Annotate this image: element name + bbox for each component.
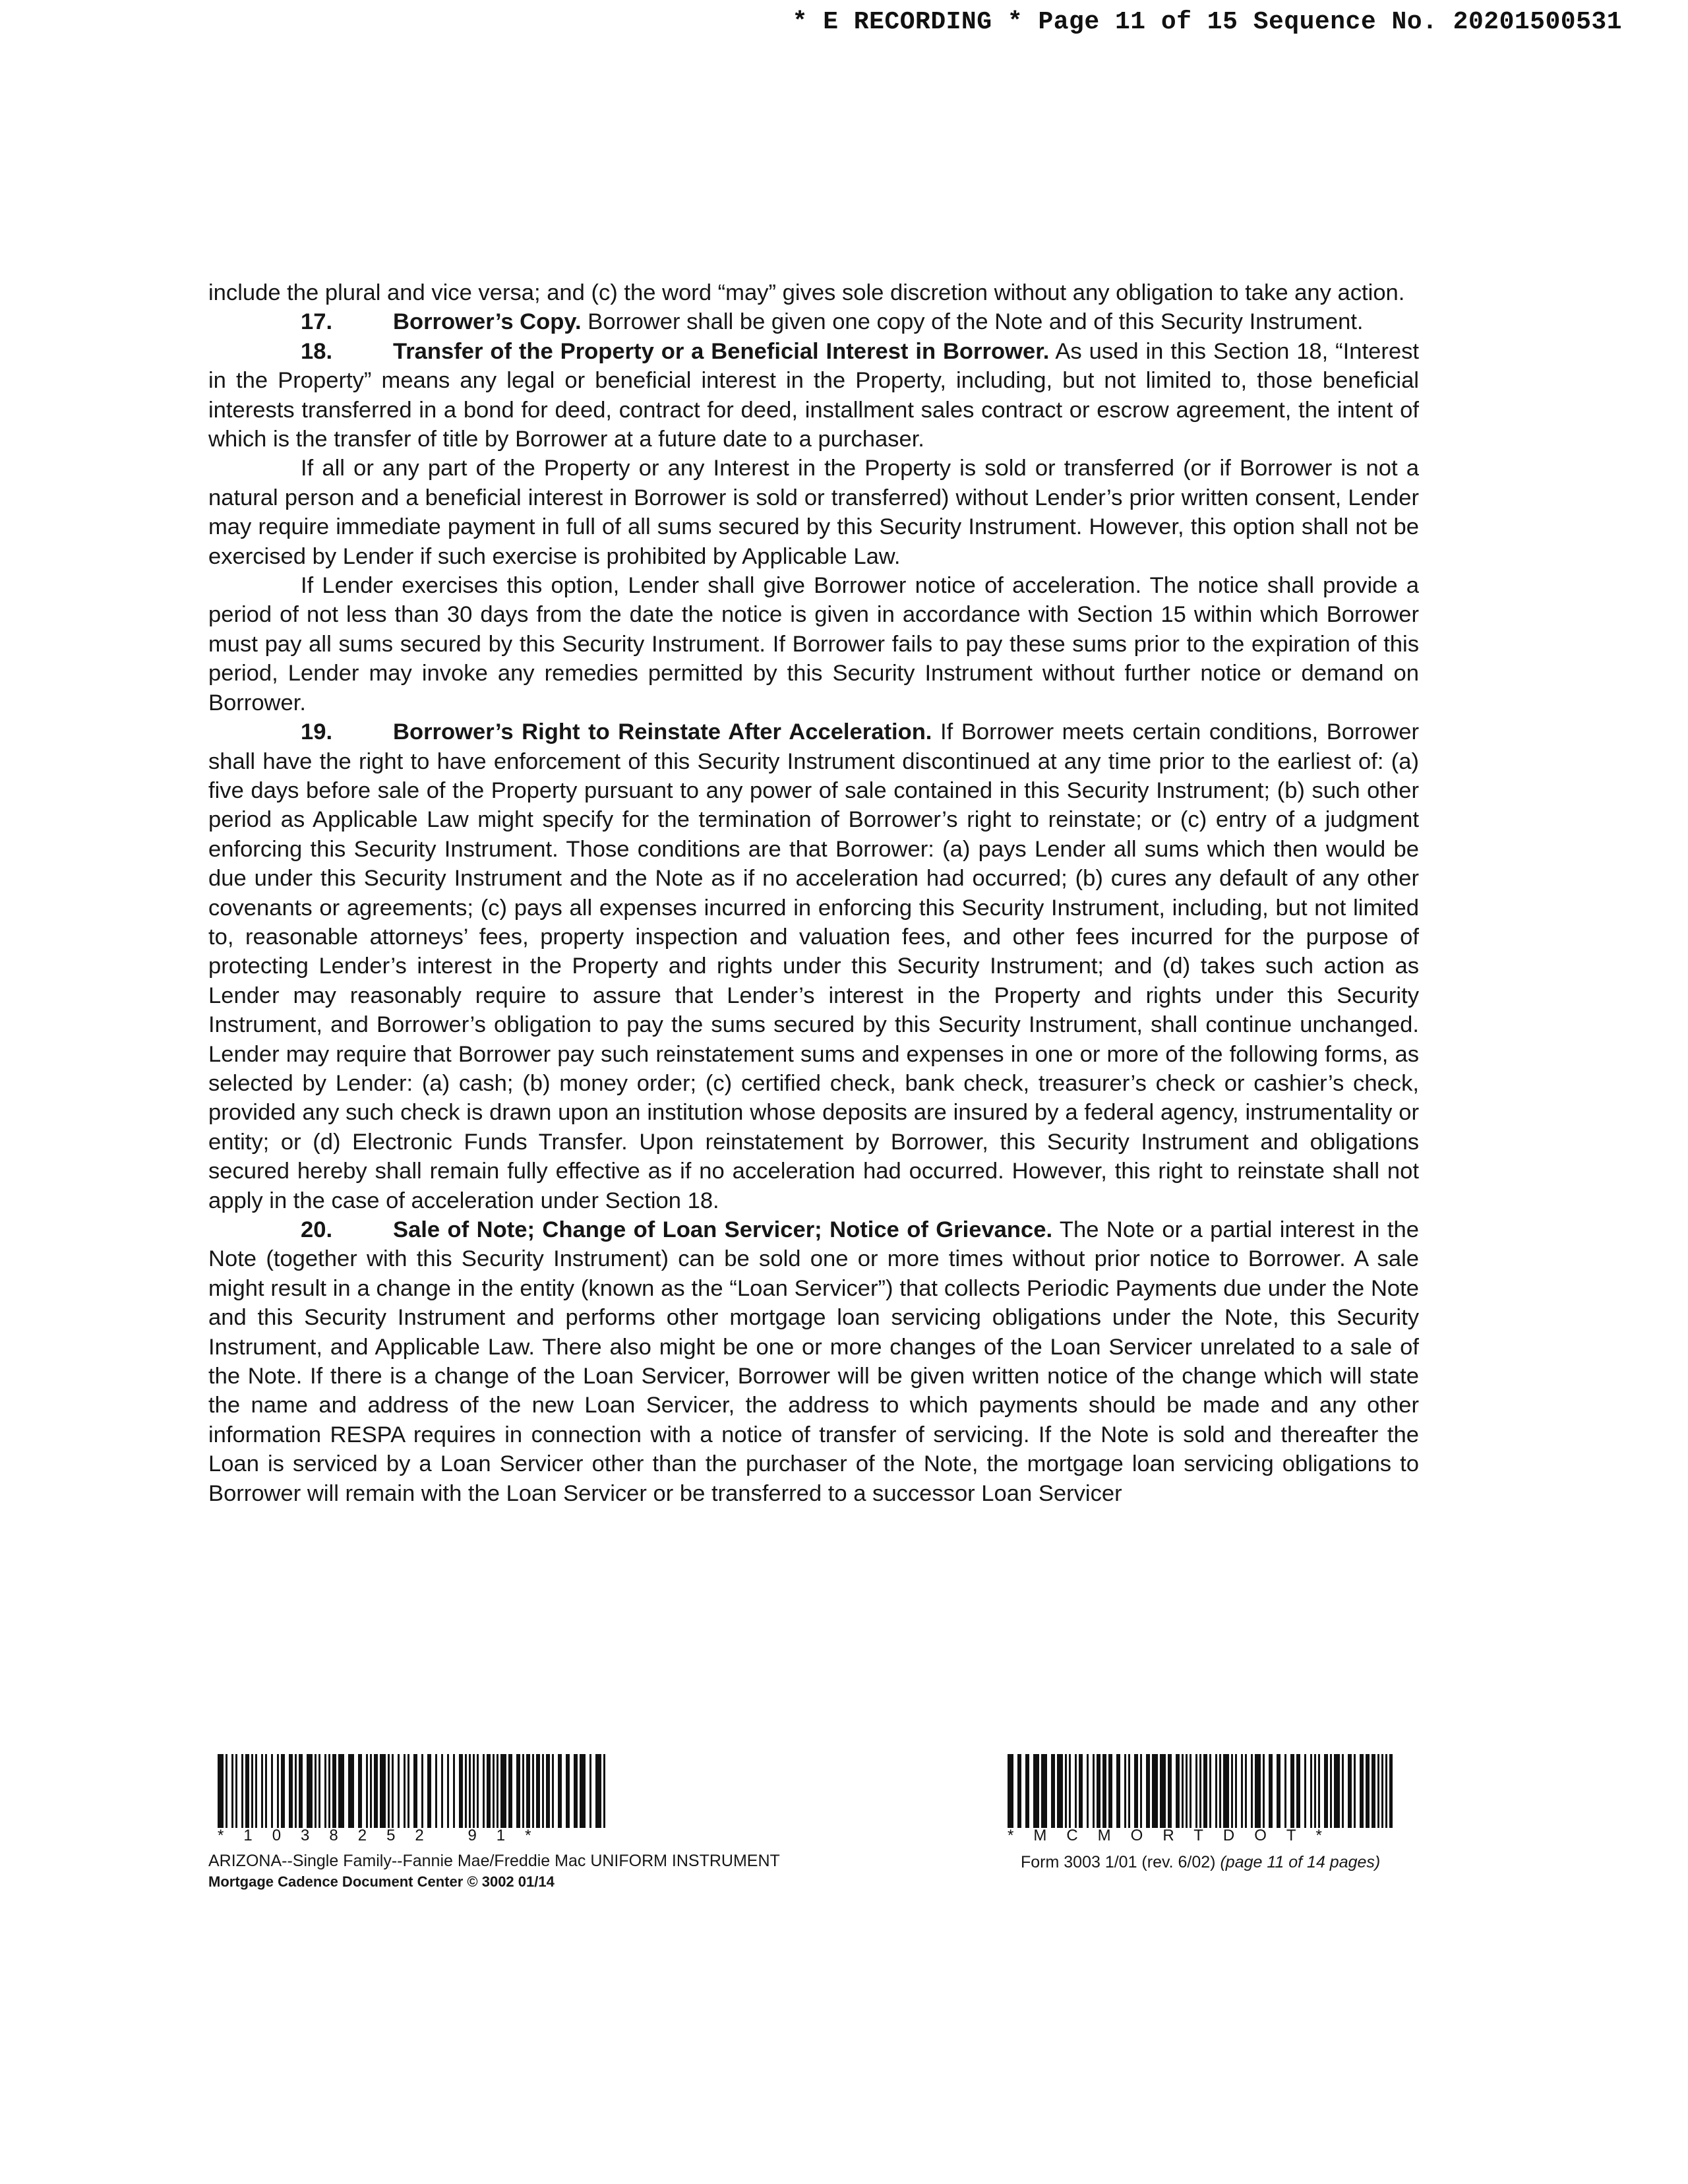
footer-form-info bbox=[208, 1850, 780, 1893]
barcode-right-text: *MCMORTDOT* bbox=[1008, 1827, 1342, 1844]
section-18-text: As used in this Section 18, “Interest in the Property” means any legal or beneficial interest in the Property, including, but not limited to, those beneficial interests transferred in a bond for deed, contract for deed, installment sales contract or escrow agreement, the intent of which is the transfer of title by Borrower at a future date to a purchaser. bbox=[208, 338, 1419, 452]
section-17 bbox=[208, 307, 1419, 336]
intro-paragraph: include the plural and vice versa; and (c) the word “may” gives sole discretion without any obligation to take any action. bbox=[208, 280, 1405, 305]
footer-form-id: Form 3003 1/01 (rev. 6/02) bbox=[1021, 1853, 1216, 1871]
footer-form-title: ARIZONA--Single Family--Fannie Mae/Freddie Mac UNIFORM INSTRUMENT bbox=[208, 1852, 780, 1870]
barcode-left-icon bbox=[218, 1754, 607, 1828]
section-18-title: Transfer of the Property or a Beneficial Interest in Borrower. bbox=[393, 338, 1050, 364]
barcode-left bbox=[218, 1754, 607, 1845]
footer-doc-center: Mortgage Cadence Document Center © 3002 01/14 bbox=[208, 1873, 555, 1890]
section-18-paragraph-2: If all or any part of the Property or any Interest in the Property is sold or transferred (or if Borrower is not a natural person and a beneficial interest in Borrower is sold or transferred) without Lender’s prior written consent, Lender may require immediate payment in full of all sums secured by this Security Instrument. However, this option shall not be exercised by Lender if such exercise is prohibited by Applicable Law. bbox=[208, 456, 1419, 569]
section-19-number: 19. bbox=[301, 719, 333, 745]
section-19 bbox=[208, 717, 1419, 1215]
barcode-right-icon bbox=[1008, 1754, 1393, 1828]
barcode-left-text: *1038252 91* bbox=[218, 1827, 551, 1844]
section-20 bbox=[208, 1215, 1419, 1508]
section-20-number: 20. bbox=[301, 1217, 333, 1242]
section-17-number: 17. bbox=[301, 309, 333, 335]
recording-header: * E RECORDING * Page 11 of 15 Sequence No. 20201500531 bbox=[792, 8, 1622, 36]
section-20-title: Sale of Note; Change of Loan Servicer; Notice of Grievance. bbox=[393, 1217, 1053, 1242]
footer-form-number bbox=[1021, 1853, 1380, 1872]
section-18-paragraph-3: If Lender exercises this option, Lender shall give Borrower notice of acceleration. The notice shall provide a period of not less than 30 days from the date the notice is given in accordance with Section 15 within which Borrower must pay all sums secured by this Security Instrument. If Borrower fails to pay these sums prior to the expiration of this period, Lender may invoke any remedies permitted by this Security Instrument without further notice or demand on Borrower. bbox=[208, 573, 1419, 715]
section-19-text: If Borrower meets certain conditions, Borrower shall have the right to have enforcement of this Security Instrument discontinued at any time prior to the earliest of: (a) five days before sale of the Property pursuant to any power of sale contained in this Security Instrument; (b) such other period as Applicable Law might specify for the termination of Borrower’s right to reinstate; or (c) entry of a judgment enforcing this Security Instrument. Those conditions are that Borrower: (a) pays Lender all sums which then would be due under this Security Instrument and the Note as if no acceleration had occurred; (b) cures any default of any other covenants or agreements; (c) pays all expenses incurred in enforcing this Security Instrument, including, but not limited to, reasonable attorneys’ fees, property inspection and valuation fees, and other fees incurred for the purpose of protecting Lender’s interest in the Property and rights under this Security Instrument; and (d) takes such action as Lender may reasonably require to assure that Lender’s interest in the Property and rights under this Security Instrument, and Borrower’s obligation to pay the sums secured by this Security Instrument, shall continue unchanged. Lender may require that Borrower pay such reinstatement sums and expenses in one or more of the following forms, as selected by Lender: (a) cash; (b) money order; (c) certified check, bank check, treasurer’s check or cashier’s check, provided any such check is drawn upon an institution whose deposits are insured by a federal agency, instrumentality or entity; or (d) Electronic Funds Transfer. Upon reinstatement by Borrower, this Security Instrument and obligations secured hereby shall remain fully effective as if no acceleration had occurred. However, this right to reinstate shall not apply in the case of acceleration under Section 18. bbox=[208, 719, 1419, 1213]
section-18-number: 18. bbox=[301, 338, 333, 364]
section-17-text: Borrower shall be given one copy of the Note and of this Security Instrument. bbox=[588, 309, 1364, 335]
document-body bbox=[208, 278, 1419, 1508]
barcode-right bbox=[1008, 1754, 1393, 1845]
section-17-title: Borrower’s Copy. bbox=[393, 309, 582, 335]
section-19-title: Borrower’s Right to Reinstate After Acceleration. bbox=[393, 719, 932, 745]
section-20-text: The Note or a partial interest in the Note (together with this Security Instrument) can be sold one or more times without prior notice to Borrower. A sale might result in a change in the entity (known as the “Loan Servicer”) that collects Periodic Payments due under the Note and this Security Instrument and performs other mortgage loan servicing obligations under the Note, this Security Instrument, and Applicable Law. There also might be one or more changes of the Loan Servicer unrelated to a sale of the Note. If there is a change of the Loan Servicer, Borrower will be given written notice of the change which will state the name and address of the new Loan Servicer, the address to which payments should be made and any other information RESPA requires in connection with a notice of transfer of servicing. If the Note is sold and thereafter the Loan is serviced by a Loan Servicer other than the purchaser of the Note, the mortgage loan servicing obligations to Borrower will remain with the Loan Servicer or be transferred to a successor Loan Servicer bbox=[208, 1217, 1419, 1506]
section-18 bbox=[208, 337, 1419, 454]
footer-page-count: (page 11 of 14 pages) bbox=[1220, 1853, 1381, 1871]
